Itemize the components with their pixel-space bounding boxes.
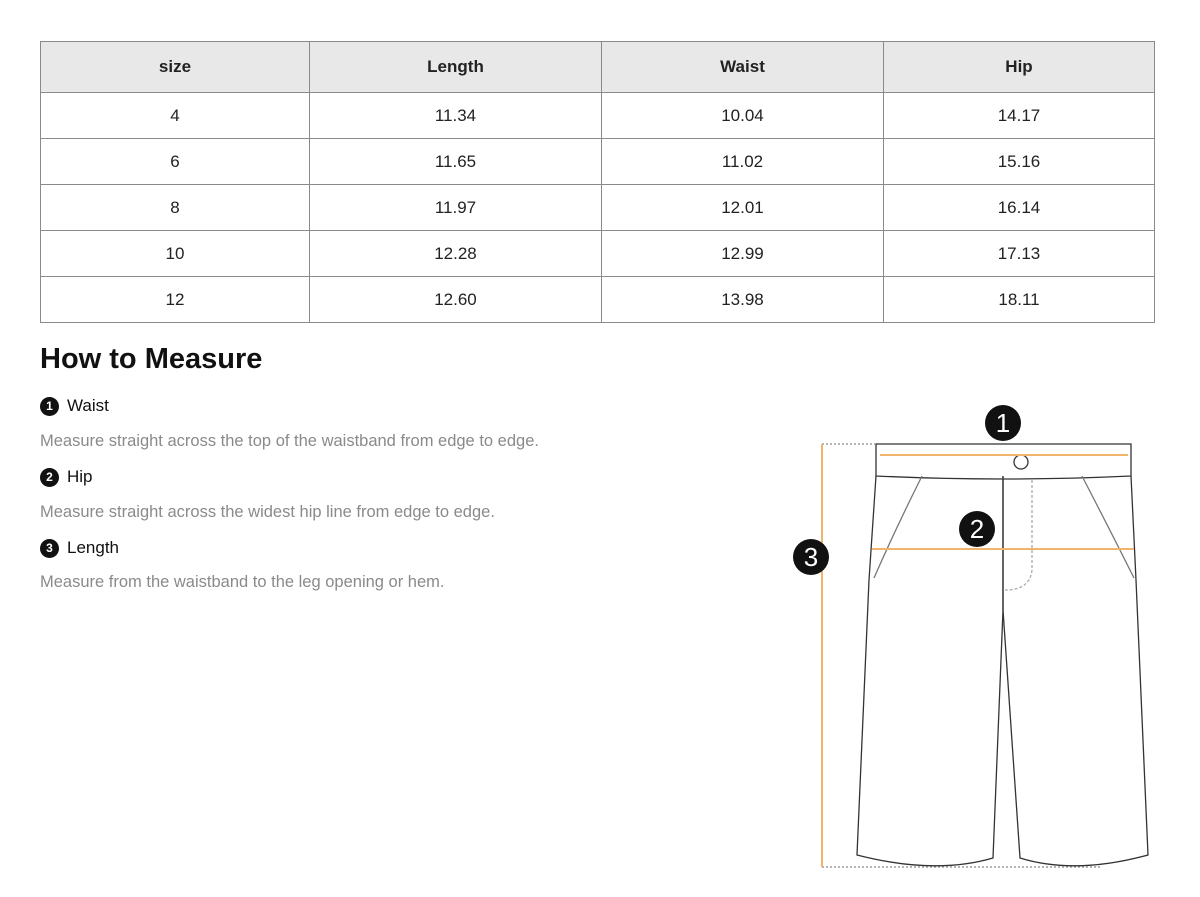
header-length: Length — [310, 42, 602, 93]
number-two-badge-icon: 2 — [40, 468, 59, 487]
table-row — [41, 139, 1155, 185]
cell-size: 8 — [41, 185, 310, 231]
table-row — [41, 93, 1155, 139]
marker-two-icon — [959, 511, 995, 547]
header-size: size — [41, 42, 310, 93]
svg-text:2: 2 — [969, 514, 985, 544]
table-header-row — [41, 42, 1155, 93]
cell-length: 12.60 — [310, 277, 602, 323]
table-row — [41, 277, 1155, 323]
cell-waist: 11.02 — [602, 139, 884, 185]
header-hip: Hip — [884, 42, 1155, 93]
marker-one-icon — [985, 405, 1021, 441]
cell-hip: 14.17 — [884, 93, 1155, 139]
cell-hip: 16.14 — [884, 185, 1155, 231]
cell-waist: 12.99 — [602, 231, 884, 277]
svg-text:3: 3 — [803, 542, 819, 572]
size-chart-table — [40, 41, 1155, 323]
waist-label: Waist — [67, 396, 109, 415]
cell-size: 6 — [41, 139, 310, 185]
number-one-badge-icon: 1 — [40, 397, 59, 416]
how-to-measure-heading: How to Measure — [40, 343, 263, 375]
hip-instruction-title — [40, 467, 93, 487]
shorts-outline-icon — [822, 444, 1148, 867]
table-row — [41, 231, 1155, 277]
cell-waist: 12.01 — [602, 185, 884, 231]
measurement-lines — [822, 444, 1134, 867]
length-description: Measure from the waistband to the leg opening or hem. — [40, 573, 445, 591]
waist-description: Measure straight across the top of the waistband from edge to edge. — [40, 432, 539, 450]
cell-length: 12.28 — [310, 231, 602, 277]
svg-text:1: 1 — [995, 408, 1011, 438]
cell-size: 12 — [41, 277, 310, 323]
hip-description: Measure straight across the widest hip line from edge to edge. — [40, 503, 495, 521]
waist-instruction-title — [40, 396, 109, 416]
cell-size: 4 — [41, 93, 310, 139]
length-instruction-title — [40, 538, 119, 558]
cell-waist: 10.04 — [602, 93, 884, 139]
cell-hip: 18.11 — [884, 277, 1155, 323]
cell-hip: 15.16 — [884, 139, 1155, 185]
marker-three-icon — [793, 539, 829, 575]
hip-label: Hip — [67, 467, 93, 486]
table-row — [41, 185, 1155, 231]
cell-length: 11.65 — [310, 139, 602, 185]
header-waist: Waist — [602, 42, 884, 93]
number-three-badge-icon: 3 — [40, 539, 59, 558]
cell-length: 11.97 — [310, 185, 602, 231]
cell-size: 10 — [41, 231, 310, 277]
cell-waist: 13.98 — [602, 277, 884, 323]
length-label: Length — [67, 538, 119, 557]
cell-hip: 17.13 — [884, 231, 1155, 277]
shorts-measurement-diagram — [790, 395, 1160, 880]
cell-length: 11.34 — [310, 93, 602, 139]
